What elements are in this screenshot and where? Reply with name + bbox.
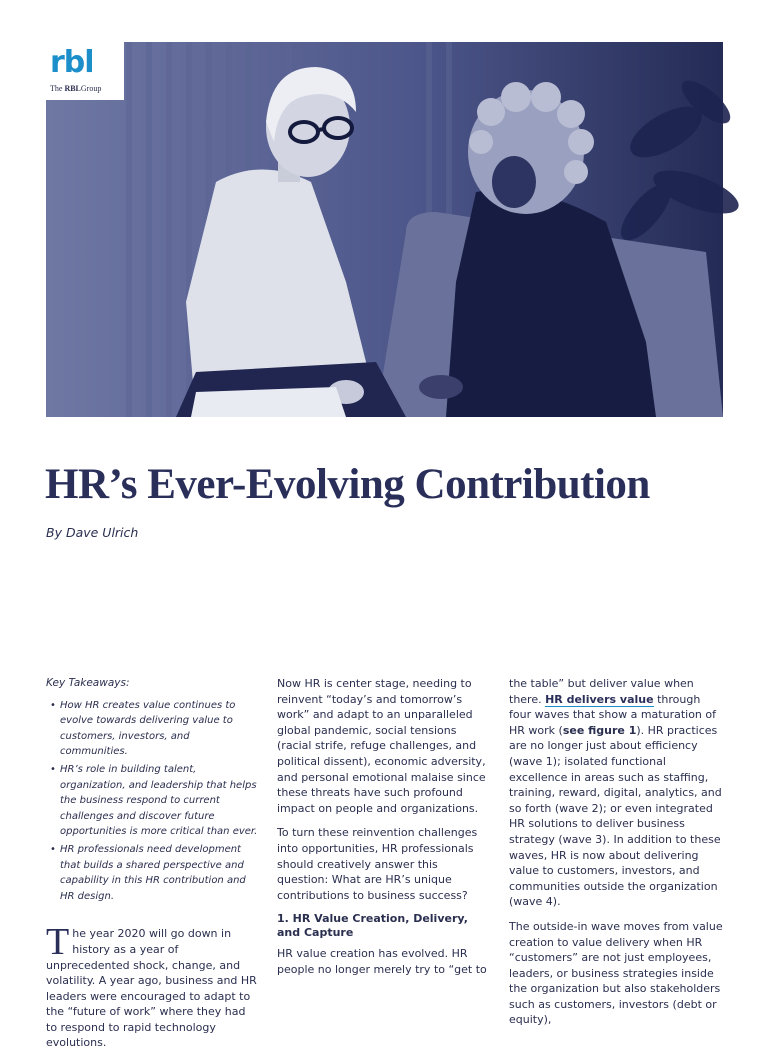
paragraph: To turn these reinvention challenges into opportunities, HR professionals should creatively answer this question: What are HR’s unique contributions to business success? (277, 826, 478, 902)
drop-cap: T (46, 921, 70, 964)
text-run: ). HR practices are no longer just about efficiency (wave 1); isolated functional excellence in areas such as staffing, training, reward, digital, analytics, and so forth (wave 2); or even integrated HR solutions to deliver business strategy (wave 3). In addition to these waves, HR is now about delivering value to customers, investors, and communities outside the organization (wave 4). (509, 723, 722, 909)
column-3 (509, 676, 723, 1037)
intro-text: he year 2020 will go down in history as a year of unprecedented shock, change, and volatility. A year ago, business and HR leaders were encouraged to adapt to the “future of work” where they had to respond to rapid technology evolutions. (46, 927, 257, 1050)
key-takeaway-item: • How HR creates value continues to evolve towards delivering value to customers, investors, and communities. (46, 698, 260, 760)
paragraph: Now HR is center stage, needing to reinvent “today’s and tomorrow’s work” and adapt to an unparalleled global pandemic, social tensions (racial strife, refuge challenges, and political dissent), economic adversity, and personal emotional malaise since these threats have such profound impact on people and organizations. (277, 677, 486, 815)
logo-sub-prefix: The (50, 84, 65, 93)
text-run: the table” but deliver value when there. (509, 677, 694, 706)
logo-subtitle (50, 84, 118, 93)
paragraph: HR value creation has evolved. HR people no longer merely try to “get to (277, 947, 487, 976)
rbl-logo (46, 42, 124, 100)
column-1 (46, 676, 260, 1051)
hr-delivers-value-link[interactable]: HR delivers value (545, 692, 654, 706)
logo-sub-suffix: Group (80, 84, 102, 93)
key-takeaway-item: • HR professionals need development that builds a shared perspective and capability in this HR contribution and HR design. (46, 842, 260, 904)
byline: By Dave Ulrich (46, 525, 139, 540)
text-run: through four waves that show a maturation of HR work ( (509, 692, 717, 737)
page-title: HR’s Ever-Evolving Contribution (45, 461, 650, 508)
logo-sub-bold: RBL (64, 84, 81, 93)
key-takeaways-heading: Key Takeaways: (46, 677, 130, 689)
key-takeaway-item: • HR’s role in building talent, organization, and leadership that helps the business respond to current challenges and discover future opportunities is more critical than ever. (46, 762, 260, 840)
logo-mark: rbl (50, 45, 94, 80)
hero-illustration (46, 42, 723, 417)
intro-paragraph (46, 921, 260, 1051)
paragraph: The outside-in wave moves from value creation to value delivery when HR “customers” are not just employees, leaders, or business strategies inside the organization but also stakeholders such as customers, investors (debt or equity), (509, 919, 723, 1027)
section-heading: 1. HR Value Creation, Delivery, and Capture (277, 912, 468, 940)
figure-reference: see figure 1 (562, 723, 637, 737)
hero-photo (46, 42, 723, 417)
column-2 (277, 676, 492, 987)
key-takeaways-list (46, 698, 260, 905)
paragraph (509, 676, 723, 910)
